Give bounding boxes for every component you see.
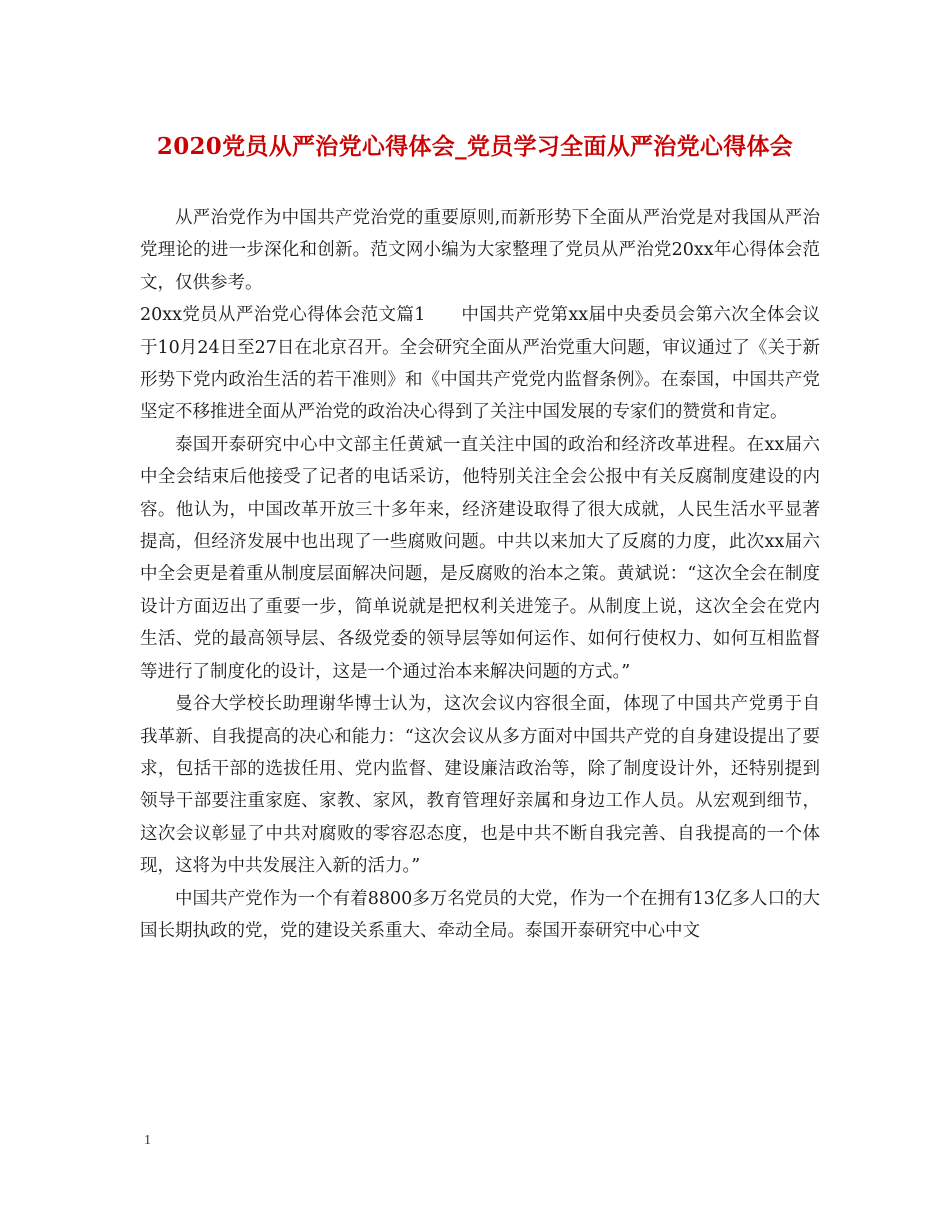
paragraph-party-size: 中国共产党作为一个有着8800多万名党员的大党，作为一个在拥有13亿多人口的大国长期执政的党，党的建设关系重大、牵动全局。泰国开泰研究中心中文 <box>140 888 820 941</box>
paragraph-xie-hua: 曼谷大学校长助理谢华博士认为，这次会议内容很全面，体现了中国共产党勇于自我革新、自我提高的决心和能力：“这次会议从多方面对中国共产党的自身建设提出了要求，包括干部的选拔任用、党内监督、建设廉洁政治等，除了制度设计外，还特别提到领导干部要注重家庭、家教、家风，教育管理好亲属和身边工作人员。从宏观到细节，这次会议彰显了中共对腐败的零容忍态度，也是中共不断自我完善、自我提高的一个体现，这将为中共发展注入新的活力。” <box>140 694 820 877</box>
paragraph-huang-bin: 泰国开泰研究中心中文部主任黄斌一直关注中国的政治和经济改革进程。在xx届六中全会结束后他接受了记者的电话采访，他特别关注全会公报中有关反腐制度建设的内容。他认为，中国改革开放三十多年来，经济建设取得了很大成就，人民生活水平显著提高，但经济发展中也出现了一些腐败问题。中共以来加大了反腐的力度，此次xx届六中全会更是着重从制度层面解决问题，是反腐败的治本之策。黄斌说：“这次全会在制度设计方面迈出了重要一步，简单说就是把权利关进笼子。从制度上说，这次全会在党内生活、党的最高领导层、各级党委的领导层等如何运作、如何行使权力、如何互相监督等进行了制度化的设计，这是一个通过治本来解决问题的方式。” <box>140 434 820 682</box>
paragraph-intro: 从严治党作为中国共产党治党的重要原则,而新形势下全面从严治党是对我国从严治党理论的进一步深化和创新。范文网小编为大家整理了党员从严治党20xx年心得体会范文，仅供参考。 <box>140 208 820 293</box>
paragraph-section-1: 20xx党员从严治党心得体会范文篇1 中国共产党第xx届中央委员会第六次全体会议于10月24日至27日在北京召开。全会研究全面从严治党重大问题，审议通过了《关于新形势下党内政治生活的若干准则》和《中国共产党党内监督条例》。在泰国，中国共产党坚定不移推进全面从严治党的政治决心得到了关注中国发展的专家们的赞赏和肯定。 <box>140 305 820 423</box>
page-number: 1 <box>144 1133 151 1148</box>
document-title: 2020党员从严治党心得体会_党员学习全面从严治党心得体会 <box>156 133 794 160</box>
document-body <box>140 202 820 947</box>
